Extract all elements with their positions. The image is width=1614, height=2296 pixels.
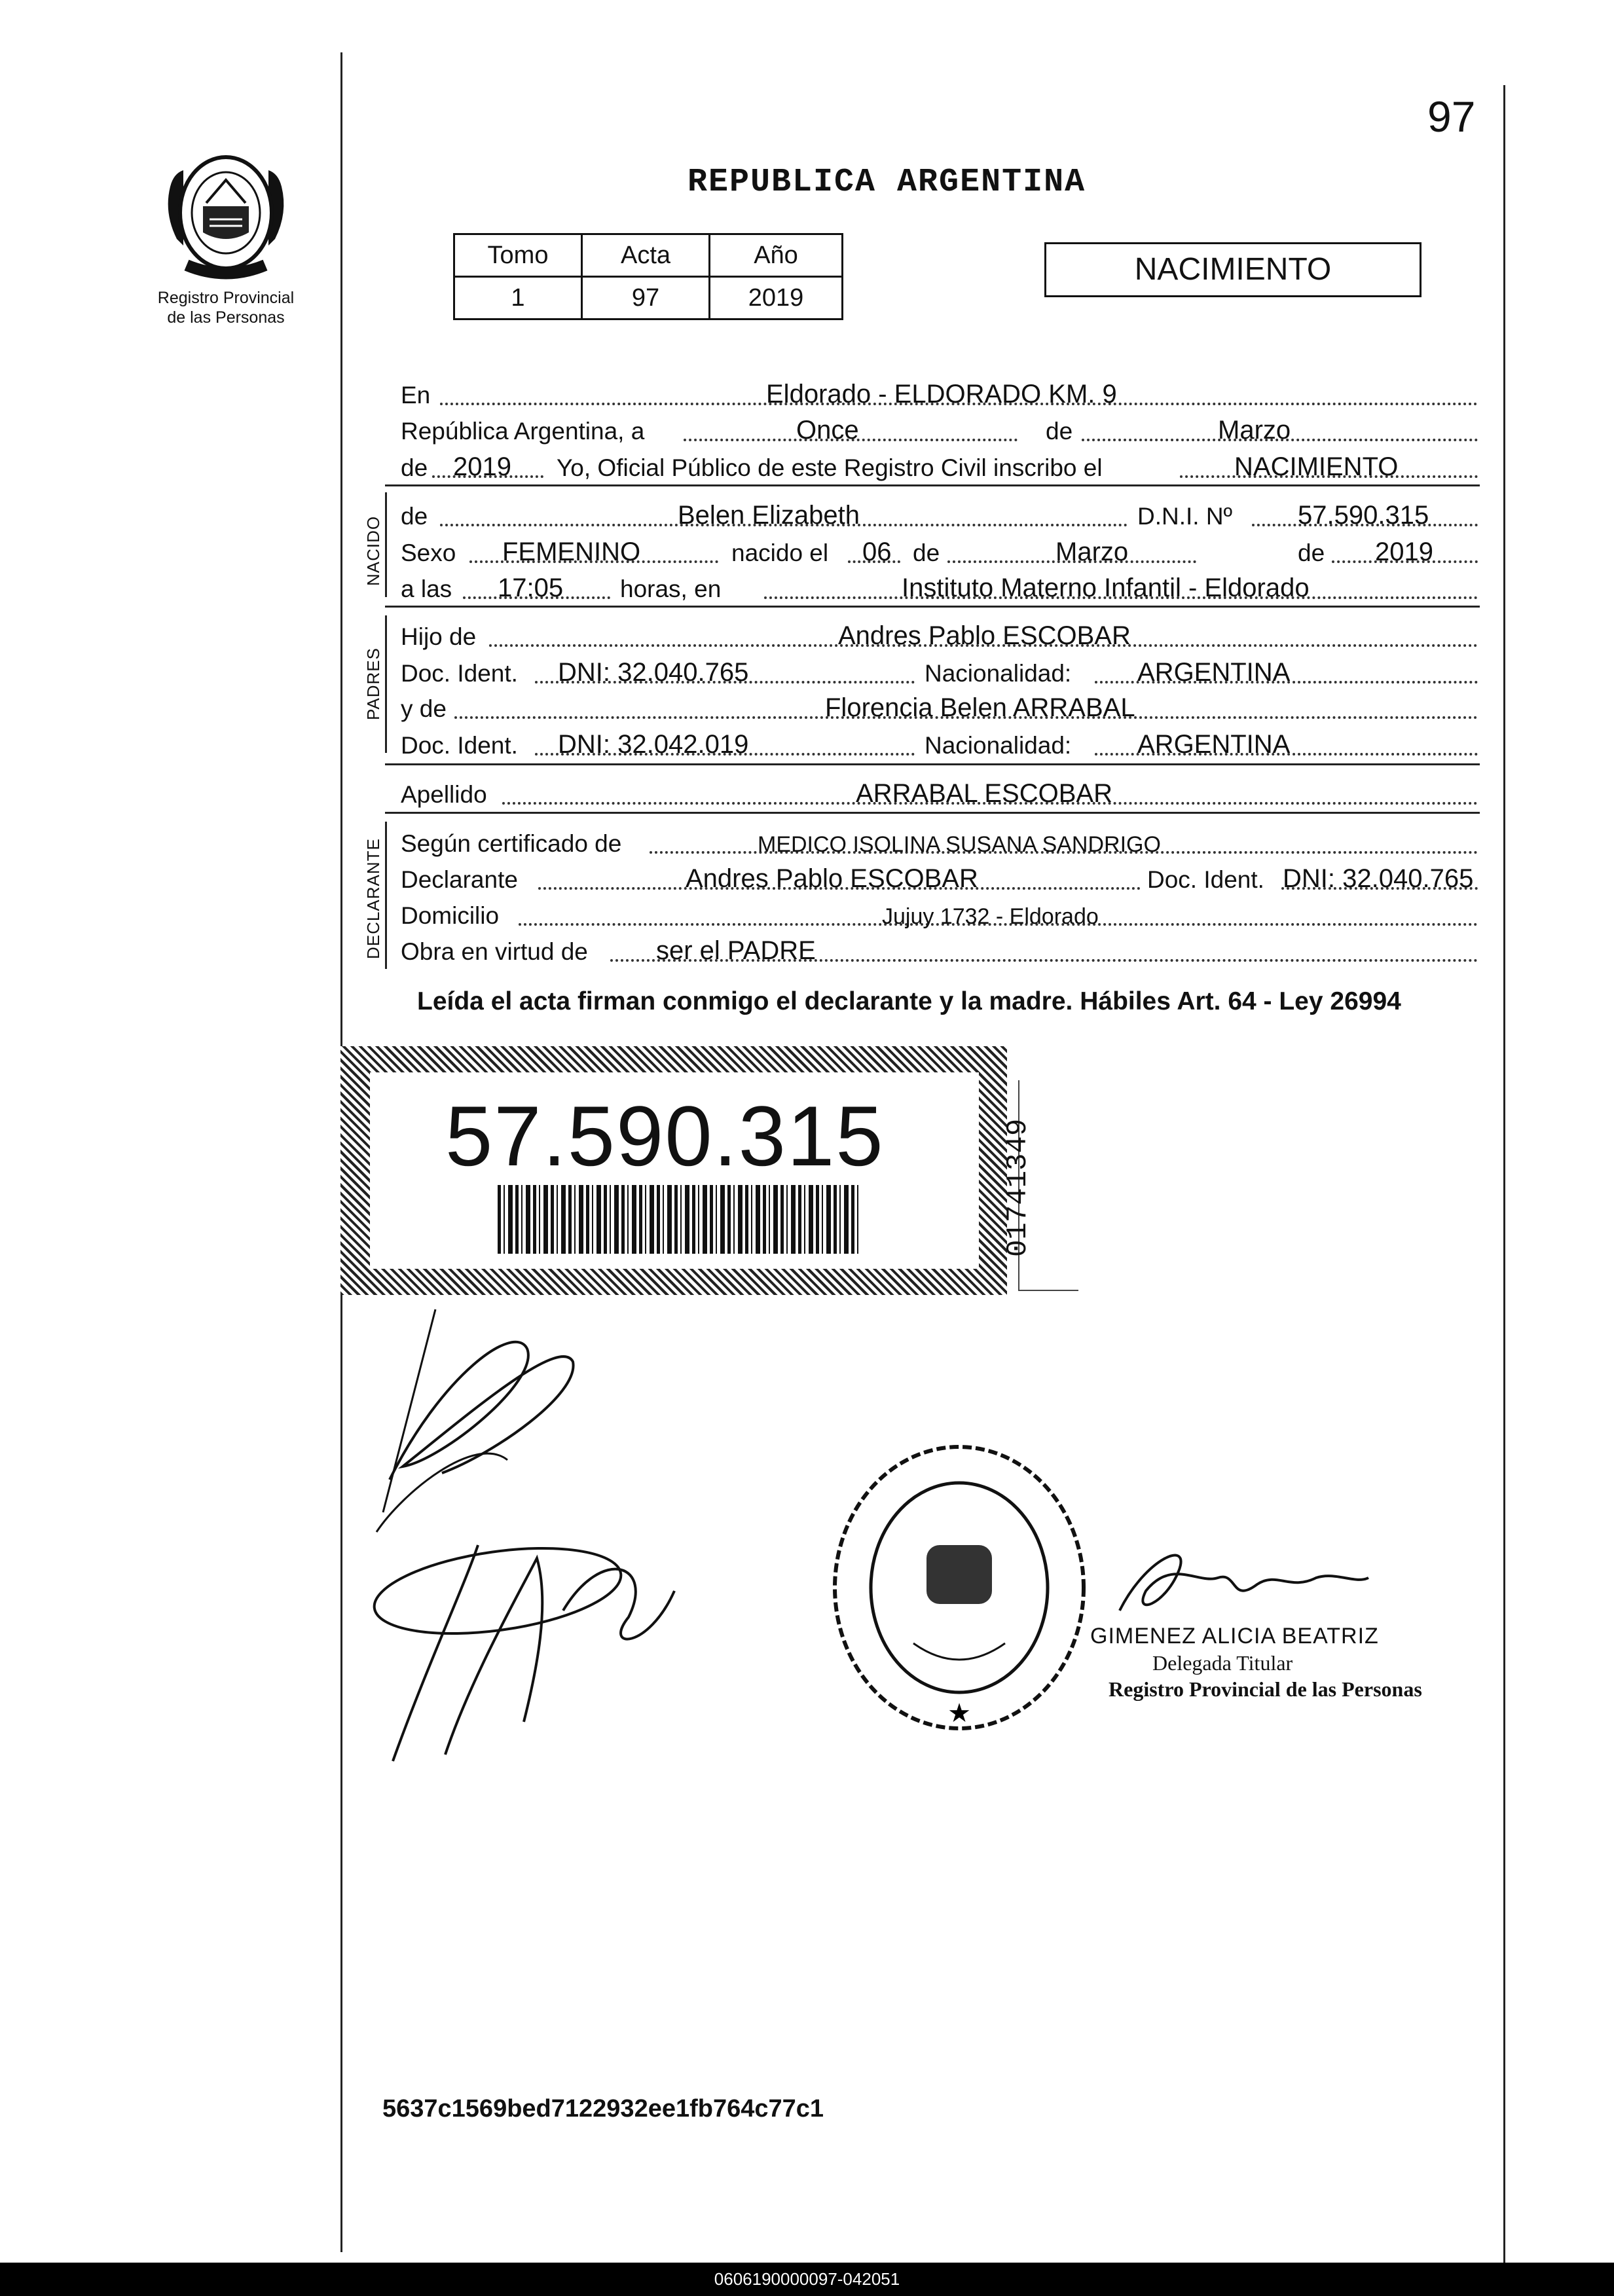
row-apellido: Apellido ARRABAL ESCOBAR (401, 777, 1478, 809)
section-label-declarante: DECLARANTE (363, 838, 383, 959)
child-surname: ARRABAL ESCOBAR (856, 779, 1112, 808)
birth-day: 06 (862, 538, 892, 566)
day-in-words: Once (796, 416, 859, 445)
row-en: En Eldorado - ELDORADO KM. 9 (401, 378, 1478, 409)
mother-doc: DNI: 32.042.019 (558, 730, 749, 759)
declarant-address: Jujuy 1732 - Eldorado (882, 904, 1099, 929)
row-y-de: y de Florencia Belen ARRABAL (401, 691, 1478, 723)
child-name: Belen Elizabeth (678, 501, 860, 530)
place-of-registry: Eldorado - ELDORADO KM. 9 (766, 380, 1117, 409)
mother-nationality: ARGENTINA (1137, 730, 1291, 759)
tomo-value: 1 (454, 277, 582, 319)
official-role: Delegada Titular (1152, 1651, 1293, 1675)
father-name: Andres Pablo ESCOBAR (838, 621, 1131, 650)
declarant-doc: DNI: 32.040.765 (1283, 864, 1474, 893)
row-certificado: Según certificado de MEDICO ISOLINA SUSANA SANDRIGO (401, 826, 1478, 858)
row-oficial: de 2019 Yo, Oficial Público de este Registro Civil inscribo el NACIMIENTO (401, 450, 1478, 482)
official-name: GIMENEZ ALICIA BEATRIZ (1090, 1624, 1379, 1649)
child-sex: FEMENINO (502, 538, 641, 566)
row-nacido-time: a las 17:05 horas, en Instituto Materno Infantil - Eldorado (401, 572, 1478, 603)
official-signature (1107, 1532, 1382, 1637)
child-dni: 57.590.315 (1298, 501, 1429, 530)
mother-signature (367, 1506, 707, 1781)
row-nacido-name: de Belen Elizabeth D.N.I. Nº 57.590.315 (401, 499, 1478, 530)
svg-text:★: ★ (947, 1698, 971, 1728)
sticker-serial: 01741349 (1002, 1118, 1035, 1257)
right-margin-rule (1503, 85, 1505, 2263)
row-declarante: Declarante Andres Pablo ESCOBAR Doc. Ident. DNI: 32.040.765 (401, 862, 1478, 894)
row-republica: República Argentina, a Once de Marzo (401, 414, 1478, 445)
page-number: 97 (1427, 92, 1476, 141)
registration-year: 2019 (453, 452, 511, 481)
province-seal-logo (157, 141, 295, 285)
footer-code: 0606190000097-042051 (0, 2263, 1614, 2296)
tomo-header: Tomo (454, 234, 582, 277)
certifying-doctor: MEDICO ISOLINA SUSANA SANDRIGO (758, 832, 1161, 857)
acta-header: Acta (582, 234, 710, 277)
document-type-box: NACIMIENTO (1044, 242, 1421, 297)
row-mother-doc: Doc. Ident. DNI: 32.042.019 Nacionalidad: ARGENTINA (401, 728, 1478, 759)
dni-number-large: 57.590.315 (445, 1088, 885, 1184)
section-label-padres: PADRES (363, 647, 383, 720)
section-label-nacido: NACIDO (363, 515, 383, 586)
inscribed-event: NACIMIENTO (1234, 452, 1399, 481)
mother-name: Florencia Belen ARRABAL (825, 693, 1135, 722)
father-nationality: ARGENTINA (1137, 658, 1291, 687)
document-title: REPUBLICA ARGENTINA (688, 164, 1086, 201)
official-organization: Registro Provincial de las Personas (1109, 1677, 1422, 1701)
official-stamp (822, 1434, 1097, 1741)
birth-place: Instituto Materno Infantil - Eldorado (902, 574, 1310, 602)
ano-header: Año (710, 234, 843, 277)
registry-caption: Registro Provincial de las Personas (157, 289, 295, 327)
acta-value: 97 (582, 277, 710, 319)
father-doc: DNI: 32.040.765 (558, 658, 749, 687)
declarant-capacity: ser el PADRE (656, 936, 816, 965)
row-obra: Obra en virtud de ser el PADRE (401, 934, 1478, 966)
row-domicilio: Domicilio Jujuy 1732 - Eldorado (401, 898, 1478, 930)
tomo-acta-ano-table (453, 233, 843, 320)
birth-year: 2019 (1375, 538, 1433, 566)
dni-barcode (498, 1185, 859, 1254)
declarant-name: Andres Pablo ESCOBAR (686, 864, 978, 893)
registration-month: Marzo (1218, 416, 1291, 445)
row-hijo-de: Hijo de Andres Pablo ESCOBAR (401, 619, 1478, 651)
row-nacido-sexo: Sexo FEMENINO nacido el 06 de Marzo de 2019 (401, 536, 1478, 567)
birth-month: Marzo (1055, 538, 1129, 566)
row-father-doc: Doc. Ident. DNI: 32.040.765 Nacionalidad: ARGENTINA (401, 656, 1478, 687)
closing-statement: Leída el acta firman conmigo el declarante y la madre. Hábiles Art. 64 - Ley 26994 (417, 987, 1401, 1015)
ano-value: 2019 (710, 277, 843, 319)
document-hash: 5637c1569bed7122932ee1fb764c77c1 (382, 2095, 824, 2123)
birth-time: 17:05 (498, 574, 564, 602)
